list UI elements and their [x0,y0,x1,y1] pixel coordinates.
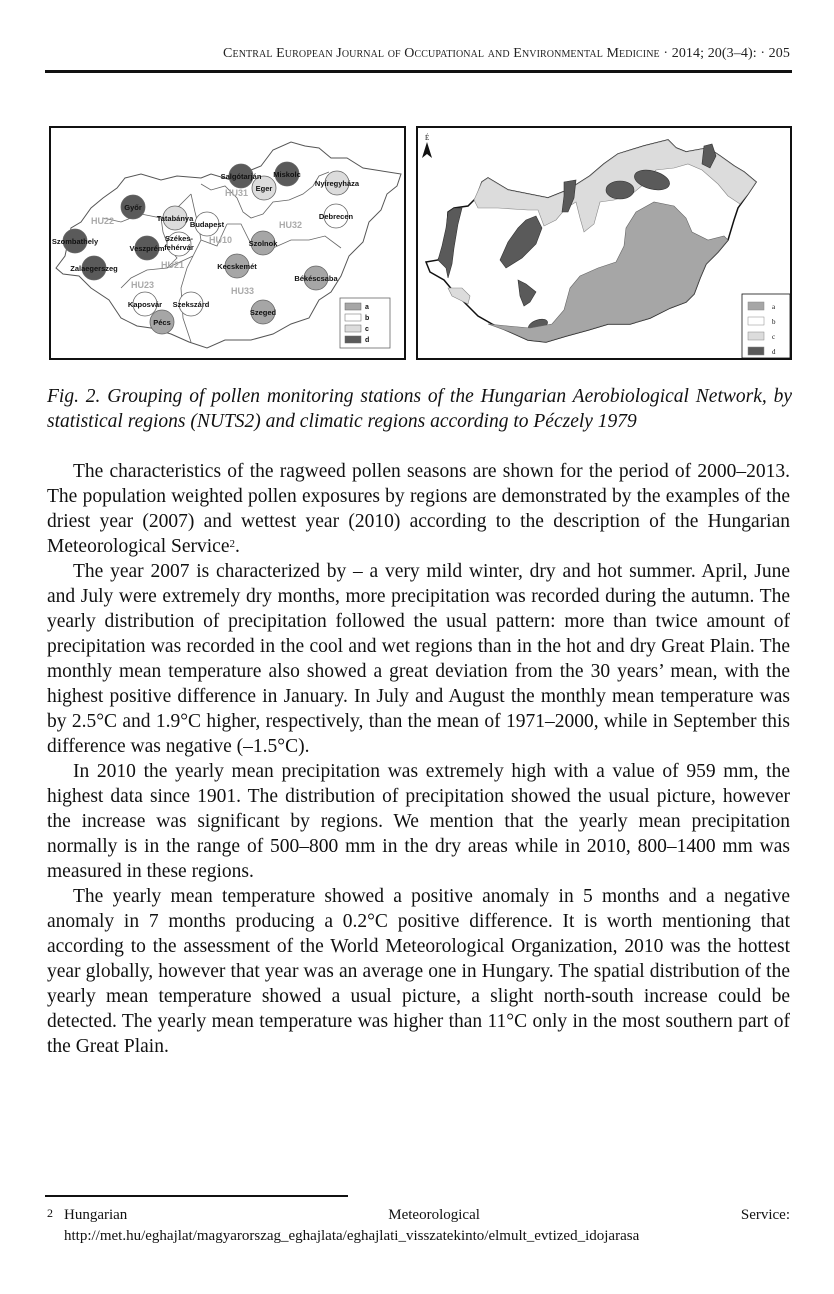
north-arrow-icon [422,142,432,158]
svg-text:Veszprém: Veszprém [129,244,165,253]
svg-text:a: a [772,303,776,311]
svg-text:Szeged: Szeged [249,308,277,317]
svg-text:Nyíregyháza: Nyíregyháza [314,179,360,188]
paragraph-1-text: The characteristics of the ragweed pollen seasons are shown for the period of 2000–2013. The population weighted pollen exposures by regions are demonstrated by the examples of the driest year (2007) and wettest year (2010) according to the description of the Hungarian Meteorological Service [47,461,790,557]
climate-legend [742,294,790,358]
footnote-text[interactable]: Hungarian Meteorological Service: http://met.hu/eghajlat/magyarorszag_eghajlata/eghajlati_visszatekinto/elmult_evtized_idojarasa [64,1207,790,1244]
footnote [47,1205,790,1247]
paragraph-1 [47,459,790,559]
svg-text:HU23: HU23 [131,280,155,290]
running-header [47,46,790,62]
header-rule [45,70,792,73]
stations-legend [340,298,390,348]
svg-text:Kaposvár: Kaposvár [127,300,163,309]
svg-text:Békéscsaba: Békéscsaba [294,274,338,283]
svg-text:Tatabánya: Tatabánya [156,214,194,223]
svg-text:d: d [772,348,776,356]
svg-text:Székes-: Székes- [165,234,193,243]
svg-text:HU22: HU22 [91,216,115,226]
svg-text:Győr: Győr [124,203,142,212]
paragraph-2: The year 2007 is characterized by – a very mild winter, dry and hot summer. April, June and July were extremely dry months, more precipitation was recorded during the autumn. The yearly distribution of precipitation followed the usual pattern: more than twice amount of precipitation was recorded in the cool and wet regions than in the hot and dry Great Plain. The monthly mean temperature also showed a great deviation from the 30 years’ mean, with the highest positive difference in January. In July and August the monthly mean temperature was by 2.5°C and 1.9°C higher, respectively, than the mean of 1971–2000, while in September this difference was negative (–1.5°C). [47,561,790,757]
body-text [47,459,790,1059]
climate-regions-map-graphic [418,128,790,358]
footnote-ref[interactable]: 2 [229,538,235,550]
svg-text:Budapest: Budapest [189,220,225,229]
svg-text:b: b [772,318,776,326]
svg-text:b: b [365,315,370,322]
paragraph-1-end: . [234,536,240,557]
svg-text:Pécs: Pécs [153,318,171,327]
stations-map [49,126,406,360]
svg-text:Kecskemét: Kecskemét [217,262,257,271]
north-label: É [425,134,430,142]
journal-name: Central European Journal of Occupational and Environmental Medicine [223,46,660,61]
footnote-number: 2 [47,1206,53,1220]
svg-text:HU31: HU31 [225,188,249,198]
svg-text:HU32: HU32 [279,220,303,230]
svg-text:c: c [772,333,776,341]
svg-text:fehérvár: fehérvár [164,243,194,252]
svg-text:Debrecen: Debrecen [318,212,354,221]
svg-text:d: d [365,337,370,344]
svg-text:Szombathely: Szombathely [51,237,99,246]
svg-text:Szekszárd: Szekszárd [172,300,210,309]
climate-regions-map [416,126,792,360]
svg-text:c: c [365,326,369,333]
svg-text:a: a [365,304,369,311]
paragraph-3: In 2010 the yearly mean precipitation was extremely high with a value of 959 mm, the highest data since 1901. The distribution of precipitation showed the usual picture, however the increase was significant by regions. We mention that the yearly mean precipitation normally is in the range of 500–800 mm in the dry areas while in 2010, 800–1400 mm was measured in these regions. [47,761,790,882]
svg-text:Miskolc: Miskolc [273,170,301,179]
svg-text:Salgótarján: Salgótarján [220,172,262,181]
footnote-rule [45,1195,348,1197]
figure-caption: Fig. 2. Grouping of pollen monitoring stations of the Hungarian Aerobiological Network, by statistical regions (NUTS2) and climatic regions according to Péczely 1979 [47,386,792,432]
paragraph-4: The yearly mean temperature showed a positive anomaly in 5 months and a negative anomaly in 7 months producing a 0.2°C positive difference. It is worth mentioning that according to the assessment of the World Meteorological Organization, 2010 was the hottest year globally, however that year was an average one in Hungary. The spatial distribution of the yearly mean temperature showed a usual picture, a slight north-south increase could be detected. The yearly mean temperature was higher than 11°C only in the most southern part of the Great Plain. [47,886,790,1057]
svg-text:HU33: HU33 [231,286,255,296]
svg-text:Szolnok: Szolnok [248,239,278,248]
citation: · 2014; 20(3–4): · 205 [663,46,790,61]
stations-map-graphic [51,128,404,358]
svg-text:HU10: HU10 [209,235,233,245]
svg-text:Eger: Eger [255,184,273,193]
svg-text:Zalaegerszeg: Zalaegerszeg [70,264,118,273]
svg-text:HU21: HU21 [161,260,185,270]
